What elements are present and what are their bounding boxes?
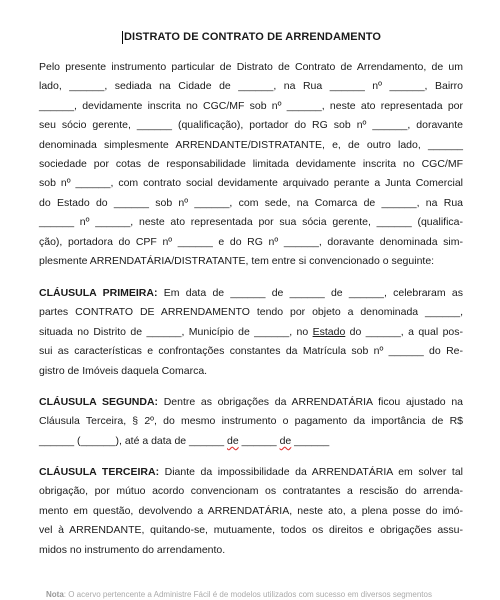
intro-line: seu sócio gerente, ______ (qualificação), portador do RG sob nº ______, doravante [39,119,463,132]
intro-line: sociedade por cotas de responsabilidade limitada devidamente inscrita no CGC/MF [39,157,463,170]
clause-terceira [39,463,463,560]
clause-label: CLÁUSULA SEGUNDA: [39,396,159,408]
clause-line [39,463,463,482]
clause-text: Diante da impossibilidade da ARRENDATÁRIA em solver tal [159,466,463,478]
clause-primeira [39,284,463,381]
intro-line: plesmente ARRENDATÁRIA/DISTRATANTE, tem entre si convencionado o seguinte: [39,254,435,267]
clause-line [39,393,463,412]
footer-note-label: Nota [46,590,64,599]
clause-line: Cláusula Terceira, § 2º, do mesmo instrumento o pagamento da importância de R$ [39,415,463,428]
clause-text: do ______, a qual pos- [345,325,463,338]
intro-line: lado, ______, sediada na Cidade de ______, na Rua ______ nº ______, Bairro [39,80,463,93]
clause-line [39,432,463,451]
clause-label: CLÁUSULA TERCEIRA: [39,466,160,478]
intro-line: ção), portadora do CPF nº ______ e do RG nº ______, doravante denominada sim- [39,235,463,248]
clause-line: midos no instrumento do arrendamento. [39,543,226,556]
document-title: DISTRATO DE CONTRATO DE ARRENDAMENTO [124,31,382,43]
intro-line: do Estado do ______ sob nº ______, com sede, na Comarca de ______, na Rua [39,196,463,209]
clause-text: ______ [291,434,330,447]
clause-text: Dentre as obrigações da ARRENDATÁRIA ficou ajustado na [158,396,463,408]
clause-line: obrigação, por mútuo acordo convencionam os contratantes a rescisão do arrenda- [39,485,463,498]
intro-line: denominada simplesmente ARRENDANTE/DISTRATANTE, e, de outro lado, ______ [39,138,463,151]
clause-label: CLÁUSULA PRIMEIRA: [39,287,158,299]
clause-text: ______ [238,434,280,447]
intro-line: ______ nº ______, neste ato representada por sua sócia gerente, ______ (qualifica- [39,216,463,229]
clause-line: sui as características e confrontações constantes da Matrícula sob nº ______ do Re- [39,345,463,358]
clause-line: vel à ARRENDANTE, quitando-se, mutuamente, todos os direitos e obrigações assu- [39,524,463,537]
clause-line: mento em questão, devolvendo a ARRENDATÁRIA, neste ato, a plena posse do imó- [39,504,463,517]
footer-note-text: : O acervo pertencente a Administre Fácil é de modelos utilizados com sucesso em diversos segmentos [63,590,432,599]
intro-paragraph [39,58,463,271]
spellcheck-word: de [227,434,239,447]
text-cursor [122,31,123,44]
clause-line: partes CONTRATO DE ARRENDAMENTO tendo por objeto a denominada ______, [39,306,463,319]
clause-segunda [39,393,463,451]
clause-text: situada no Distrito de ______, Município de ______, no [39,325,313,338]
intro-line: Pelo presente instrumento particular de Distrato de Contrato de Arrendamento, de um [39,61,463,73]
footer-note [46,589,432,600]
intro-line: ______, devidamente inscrita no CGC/MF sob nº ______, neste ato representada por [39,99,463,112]
clause-line: gistro de Imóveis daquela Comarca. [39,364,208,377]
clause-line [39,284,463,303]
estado-underlined: Estado [312,325,346,338]
clause-text: ______ (______), até a data de ______ [39,434,227,447]
clause-line [39,323,463,342]
clause-text: Em data de ______ de ______ de ______, celebraram as [157,287,463,299]
intro-line: sob nº ______, com contrato social devidamente arquivado perante a Junta Comercial [39,177,463,190]
spellcheck-word: de [279,434,292,447]
